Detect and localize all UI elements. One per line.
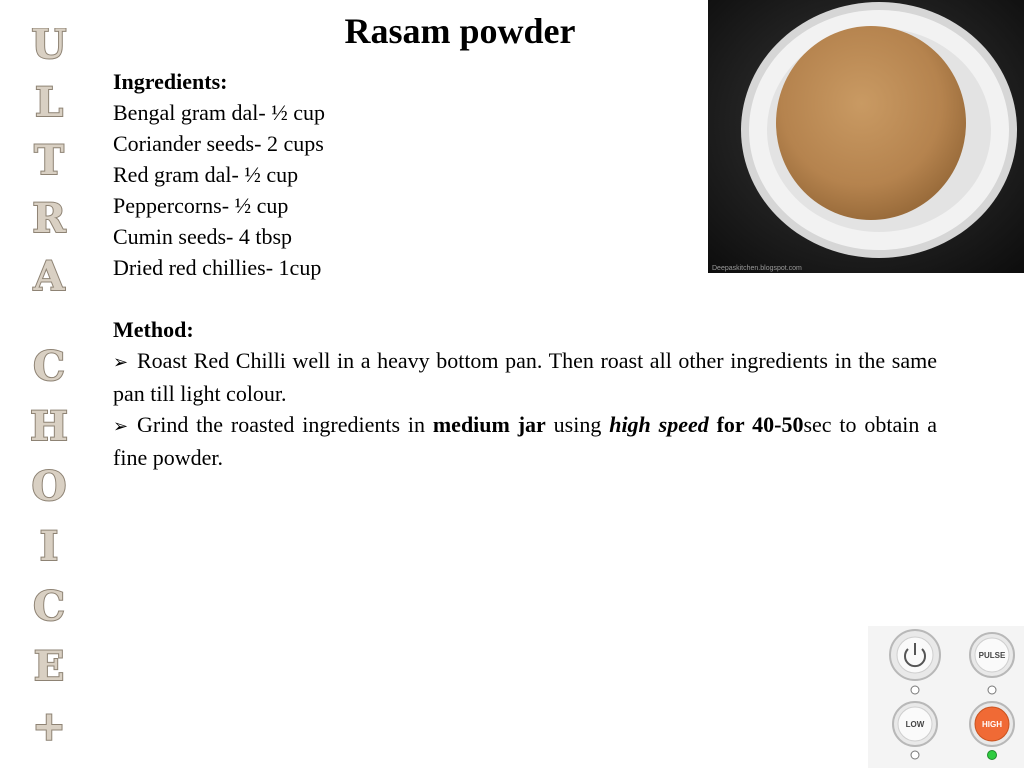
arrow-bullet-icon: ➢ [113, 416, 129, 437]
speed-setting: high speed [609, 412, 709, 437]
ingredient-item: Dried red chillies- 1cup [113, 255, 322, 280]
vertical-brand-text [8, 28, 90, 748]
ingredient-item: Bengal gram dal- ½ cup [113, 100, 325, 125]
ingredient-item: Cumin seeds- 4 tbsp [113, 224, 293, 249]
ingredients-heading: Ingredients: [113, 69, 228, 94]
method-step-text: Roast Red Chilli well in a heavy bottom pan. Then roast all other ingredients in the same pan till light colour. [113, 348, 937, 406]
brand-letter: L [34, 79, 64, 126]
method-heading: Method: [113, 317, 194, 342]
high-indicator-light [988, 751, 997, 760]
brand-letter: C [33, 343, 65, 390]
brand-letter: C [33, 583, 65, 630]
ingredient-item: Red gram dal- ½ cup [113, 162, 299, 187]
power-button[interactable] [890, 630, 940, 680]
brand-letter: H [30, 403, 68, 450]
rasam-powder-photo [708, 0, 1024, 273]
pulse-indicator-light [988, 686, 996, 694]
duration: for 40-50 [716, 412, 804, 437]
power-indicator-light [911, 686, 919, 694]
brand-letter: I [39, 523, 59, 570]
page-title: Rasam powder [344, 11, 576, 51]
method-step-text [709, 412, 717, 437]
brand-letter: R [32, 195, 66, 242]
ingredient-item: Peppercorns- ½ cup [113, 193, 289, 218]
arrow-bullet-icon: ➢ [113, 352, 129, 373]
spacer [113, 283, 937, 314]
high-label: HIGH [982, 720, 1002, 729]
method-step-text: sec to obtain a fine powder. [113, 412, 937, 470]
method-step-text: using [545, 412, 610, 437]
low-label: LOW [905, 720, 925, 729]
brand-letter: A [33, 253, 65, 300]
photo-watermark: Deepaskitchen.blogspot.com [712, 265, 802, 272]
ingredient-item: Coriander seeds- 2 cups [113, 131, 324, 156]
high-button[interactable] [970, 702, 1014, 746]
brand-letter: + [32, 703, 66, 748]
brand-letter: T [34, 137, 64, 184]
jar-size: medium jar [432, 412, 546, 437]
method-step [113, 409, 937, 473]
method-step-text: Grind the roasted ingredients in [137, 412, 433, 437]
brand-letter: E [33, 643, 65, 690]
low-button[interactable] [893, 702, 937, 746]
pulse-button[interactable] [970, 633, 1014, 677]
brand-letter: O [31, 463, 67, 510]
low-indicator-light [911, 751, 919, 759]
mixer-control-panel [868, 626, 1024, 768]
brand-letter: U [31, 28, 67, 68]
method-step [113, 345, 937, 409]
pulse-label: PULSE [978, 651, 1006, 660]
